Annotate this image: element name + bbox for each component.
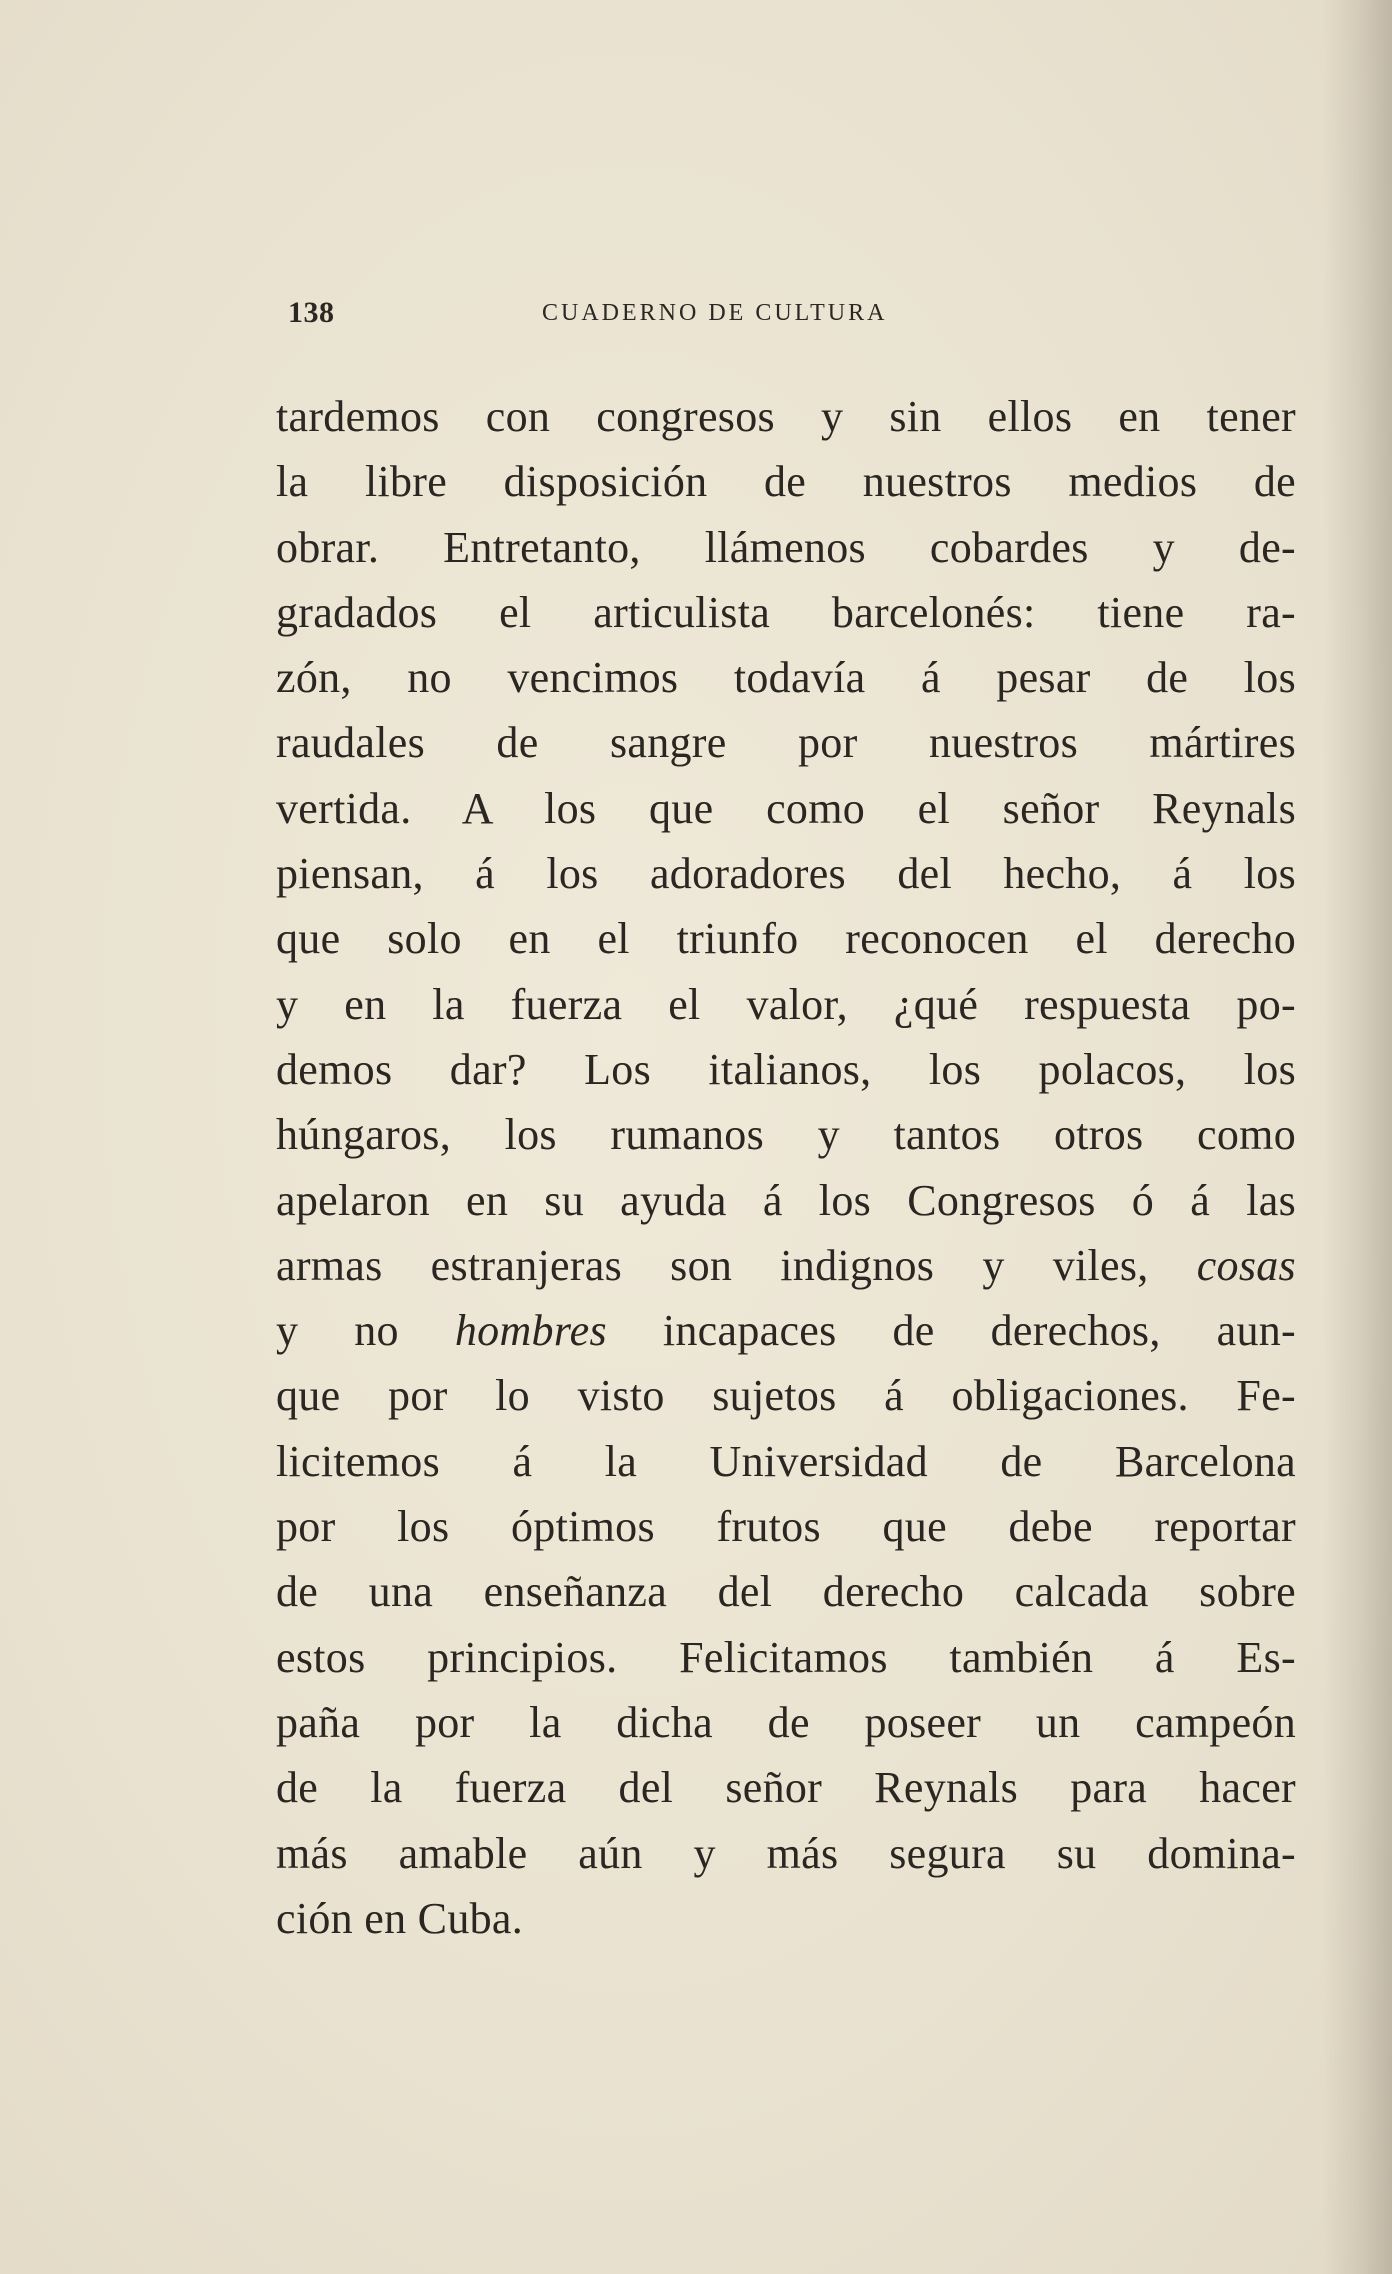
text-line: gradados el articulista barcelonés: tiene ra- [276, 587, 1296, 637]
text-segment: armas estranjeras son indignos y viles, [276, 1240, 1149, 1290]
text-line: de una enseñanza del derecho calcada sobre [276, 1567, 1296, 1617]
body-text [276, 384, 1296, 1951]
italic-word: hombres [454, 1306, 607, 1356]
italic-word: cosas [1196, 1240, 1296, 1290]
text-segment: y no [276, 1306, 399, 1356]
running-title: CUADERNO DE CULTURA [542, 300, 888, 326]
text-line: tardemos con congresos y sin ellos en tener [276, 392, 1296, 441]
text-line: licitemos á la Universidad de Barcelona [276, 1436, 1296, 1486]
text-line: que por lo visto sujetos á obligaciones. Fe- [276, 1371, 1296, 1421]
text-line: más amable aún y más segura su domina- [276, 1828, 1296, 1878]
page-number: 138 [288, 296, 335, 329]
text-line: obrar. Entretanto, llámenos cobardes y de- [276, 522, 1296, 572]
text-line: piensan, á los adoradores del hecho, á los [276, 849, 1296, 899]
text-line: apelaron en su ayuda á los Congresos ó á las [276, 1175, 1296, 1225]
text-segment: incapaces de derechos, aun- [662, 1306, 1296, 1356]
gutter-shadow [1322, 0, 1392, 2274]
text-line: zón, no vencimos todavía á pesar de los [276, 653, 1296, 703]
text-line: por los óptimos frutos que debe reportar [276, 1502, 1296, 1552]
running-head [288, 296, 1008, 340]
text-line: que solo en el triunfo reconocen el derecho [276, 914, 1296, 964]
text-line: húngaros, los rumanos y tantos otros como [276, 1110, 1296, 1160]
text-line: vertida. A los que como el señor Reynals [276, 783, 1296, 833]
text-line: paña por la dicha de poseer un campeón [276, 1697, 1296, 1747]
text-line: demos dar? Los italianos, los polacos, los [276, 1044, 1296, 1094]
text-line: de la fuerza del señor Reynals para hacer [276, 1763, 1296, 1813]
text-line-with-italic [276, 1298, 1296, 1363]
text-line: raudales de sangre por nuestros mártires [276, 718, 1296, 768]
text-line: la libre disposición de nuestros medios de [276, 457, 1296, 507]
text-line-last: ción en Cuba. [276, 1893, 524, 1943]
text-line: y en la fuerza el valor, ¿qué respuesta po- [276, 979, 1296, 1029]
text-line: estos principios. Felicitamos también á Es- [276, 1632, 1296, 1682]
text-line-with-italic [276, 1233, 1296, 1298]
